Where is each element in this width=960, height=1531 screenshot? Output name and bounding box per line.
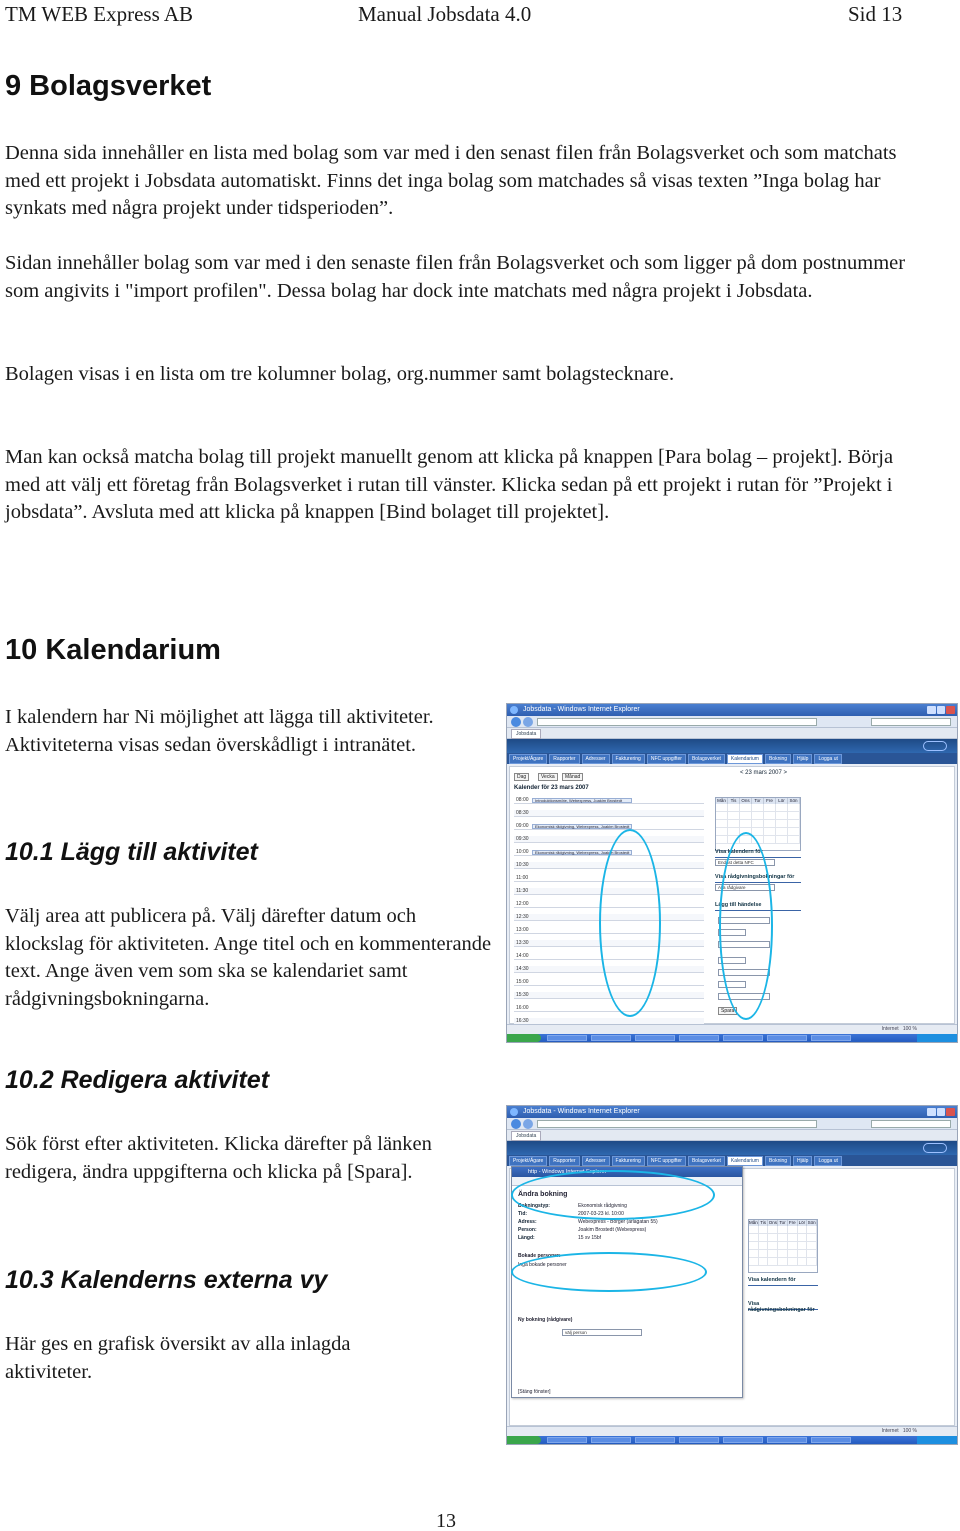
day-cell <box>764 828 776 836</box>
header-company: TM WEB Express AB <box>5 2 194 26</box>
visa-kalender-heading: Visa kalendern för <box>748 1277 818 1286</box>
day-cell <box>798 1258 808 1266</box>
site-nav-item: Bokning <box>765 1156 791 1166</box>
day-cell <box>788 804 800 812</box>
day-cell <box>798 1234 808 1242</box>
booking-field <box>518 1227 647 1233</box>
taskbar-item <box>591 1035 631 1041</box>
ie-logo-icon <box>510 1108 518 1116</box>
calendar-screenshot <box>506 703 958 1043</box>
site-banner <box>507 1141 957 1155</box>
forward-icon <box>523 717 533 727</box>
booking-field-label: Adress: <box>518 1219 537 1225</box>
section-9-paragraph-1: Denna sida innehåller en lista med bolag som var med i den senast filen från Bolagsverket och som matchats med ett projekt i Jobsdata automatiskt. Finns det inga bolag som matchades så visas texten ”Inga bolag har synkats med några projekt under tidsperioden”. <box>5 142 897 219</box>
time-row <box>514 797 704 804</box>
day-cell <box>764 812 776 820</box>
time-label: 14:30 <box>516 966 529 972</box>
taskbar-item <box>723 1035 763 1041</box>
start-button <box>507 1436 541 1444</box>
weekday-label: Mån <box>749 1220 758 1225</box>
browser-title-bar <box>507 1106 957 1118</box>
dialog-title-bar: http - Windows Internet Explorer <box>512 1167 742 1177</box>
day-cell <box>788 820 800 828</box>
site-nav-item: Fakturering <box>612 1156 645 1166</box>
visa-kalender-select: Endast detta NFC <box>715 859 775 866</box>
taskbar-item <box>767 1035 807 1041</box>
day-cell <box>788 1234 798 1242</box>
day-cell <box>749 1226 759 1234</box>
booking-field-value: Webexpress - Borger (arlagatan 55) <box>578 1219 658 1225</box>
time-label: 13:00 <box>516 927 529 933</box>
site-nav-item: Fakturering <box>612 754 645 764</box>
day-cell <box>740 804 752 812</box>
taskbar-clock <box>917 1436 957 1444</box>
weekday-label: Tor <box>752 798 764 804</box>
mini-calendar-week <box>716 820 800 828</box>
time-label: 16:30 <box>516 1018 529 1024</box>
booking-field-value: Joakim Brostedt (Webexpress) <box>578 1227 647 1233</box>
weekday-label: Ons <box>740 798 752 804</box>
mini-calendar-week <box>749 1226 817 1234</box>
day-cell <box>740 820 752 828</box>
site-nav-item: Hjälp <box>793 754 812 764</box>
time-label: 08:30 <box>516 810 529 816</box>
taskbar-item <box>635 1035 675 1041</box>
view-button: Månad <box>562 773 583 781</box>
taskbar-item <box>591 1437 631 1443</box>
day-cell <box>798 1226 808 1234</box>
time-label: 09:00 <box>516 823 529 829</box>
mini-calendar-week <box>749 1242 817 1250</box>
window-controls <box>927 706 955 714</box>
taskbar-item <box>767 1437 807 1443</box>
taskbar-item <box>679 1035 719 1041</box>
select-person: välj person <box>562 1329 642 1336</box>
site-nav-item: Projekt/Ägare <box>509 1156 547 1166</box>
day-cell <box>778 1234 788 1242</box>
calendar-title: Kalender för 23 mars 2007 <box>514 785 589 791</box>
time-label: 11:30 <box>516 888 529 894</box>
search-field <box>871 718 951 726</box>
status-bar <box>507 1024 957 1034</box>
booking-field <box>518 1211 624 1217</box>
browser-tab: Jobsdata <box>511 1131 541 1141</box>
back-icon <box>511 717 521 727</box>
section-10-2-text-line-b: redigera, ändra uppgifterna och klicka på [Spara]. <box>5 1160 413 1183</box>
day-cell <box>716 804 728 812</box>
highlight-oval-form <box>719 832 773 1020</box>
calendar-event: Introduktionsmöte, Webexpress, Joakim Brostedt <box>532 798 632 803</box>
booking-field-value: 2007-03-23 kl. 10:00 <box>578 1211 624 1217</box>
day-cell <box>807 1226 817 1234</box>
section-10-1-text: Välj area att publicera på. Välj därefter datum och klockslag för aktiviteten. Ange titel och en kommenterande text. Ange även vem som ska se kalendariet samt rådgivningsbokningarna. <box>5 905 492 1010</box>
booking-field-label: Tid: <box>518 1211 528 1217</box>
day-cell <box>749 1258 759 1266</box>
weekday-label: Mån <box>716 798 728 804</box>
day-cell <box>728 812 740 820</box>
day-cell <box>788 836 800 844</box>
section-9-title: 9 Bolagsverket <box>5 70 212 102</box>
day-cell <box>776 820 788 828</box>
site-nav-item: Rapporter <box>549 754 579 764</box>
day-cell <box>740 812 752 820</box>
day-cell <box>759 1258 769 1266</box>
header-page: Sid 13 <box>848 2 903 26</box>
ie-logo-icon <box>510 706 518 714</box>
day-cell <box>776 828 788 836</box>
day-cell <box>788 812 800 820</box>
weekday-label: Fre <box>788 1220 796 1225</box>
day-cell <box>807 1250 817 1258</box>
day-cell <box>778 1258 788 1266</box>
page-number: 13 <box>436 1510 456 1531</box>
taskbar-item <box>547 1035 587 1041</box>
time-label: 14:00 <box>516 953 529 959</box>
day-cell <box>752 820 764 828</box>
highlight-oval-events <box>599 829 661 1017</box>
weekday-label: Tis <box>759 1220 769 1226</box>
site-nav-item: Logga ut <box>814 1156 841 1166</box>
visa-radgivning-select: Alla rådgivare <box>715 884 775 891</box>
calendar-event: Ekonomisk rådgivning, Webexpress, Joakim Brostedt <box>532 850 632 855</box>
none-booked-text: Inga bokade personer <box>518 1262 567 1268</box>
month-nav: < 23 mars 2007 > <box>740 770 788 776</box>
weekday-label: Tis <box>728 798 740 804</box>
browser-title-bar <box>507 704 957 716</box>
section-10-intro: I kalendern har Ni möjlighet att lägga till aktiviteter. Aktiviteterna visas sedan överskådligt i intranätet. <box>5 706 434 756</box>
site-nav-item: Adresser <box>582 1156 610 1166</box>
day-cell <box>778 1250 788 1258</box>
section-10-1-title: 10.1 Lägg till aktivitet <box>5 838 258 866</box>
time-label: 09:30 <box>516 836 529 842</box>
taskbar <box>507 1034 957 1042</box>
site-nav-item: NFC uppgifter <box>647 754 686 764</box>
window-controls <box>927 1108 955 1116</box>
status-zone: Internet 100 % <box>881 1026 917 1032</box>
search-field <box>871 1120 951 1128</box>
time-label: 15:30 <box>516 992 529 998</box>
site-nav <box>507 753 957 764</box>
weekday-label: Ons <box>768 1220 777 1225</box>
day-cell <box>768 1226 778 1234</box>
site-logo <box>923 741 947 751</box>
taskbar <box>507 1436 957 1444</box>
taskbar-item <box>679 1437 719 1443</box>
day-cell <box>768 1250 778 1258</box>
booking-field <box>518 1235 602 1241</box>
day-cell <box>716 828 728 836</box>
url-field <box>537 718 817 726</box>
close-window-link: [Stäng fönster] <box>518 1389 551 1395</box>
site-nav-item: Adresser <box>582 754 610 764</box>
mini-calendar-week <box>716 812 800 820</box>
time-row <box>514 810 704 817</box>
view-button: Dag <box>514 773 529 781</box>
back-icon <box>511 1119 521 1129</box>
site-nav-item: Kalendarium <box>727 754 763 764</box>
day-cell <box>716 812 728 820</box>
site-nav-item: Kalendarium <box>727 1156 763 1166</box>
day-cell <box>788 1242 798 1250</box>
booking-field-label: Bokningstyp: <box>518 1203 550 1209</box>
section-10-2-title: 10.2 Redigera aktivitet <box>5 1066 270 1094</box>
browser-window-title: Jobsdata - Windows Internet Explorer <box>523 1108 640 1115</box>
weekday-label: Sön <box>807 1220 816 1225</box>
mini-calendar-week <box>749 1234 817 1242</box>
new-booking-label: Ny bokning (rådgivare) <box>518 1317 573 1323</box>
edit-booking-screenshot <box>506 1105 958 1445</box>
time-label: 11:00 <box>516 875 529 881</box>
day-cell <box>759 1242 769 1250</box>
taskbar-clock <box>917 1034 957 1042</box>
section-10-2-text <box>5 1131 495 1186</box>
weekday-label: Lör <box>798 1220 808 1226</box>
visa-radgivning-heading: Visa rådgivningsbokningar för <box>748 1301 818 1310</box>
time-label: 13:30 <box>516 940 529 946</box>
time-row <box>514 823 704 830</box>
site-nav-item: Hjälp <box>793 1156 812 1166</box>
day-cell <box>807 1242 817 1250</box>
site-banner <box>507 739 957 753</box>
status-bar <box>507 1426 957 1436</box>
mini-calendar-week <box>749 1258 817 1266</box>
weekday-label: Tor <box>778 1220 788 1226</box>
day-cell <box>752 812 764 820</box>
site-nav-item: NFC uppgifter <box>647 1156 686 1166</box>
day-cell <box>788 1258 798 1266</box>
day-cell <box>749 1250 759 1258</box>
booking-field-value: 15 sv 15bf <box>578 1235 602 1241</box>
section-10-3-text: Här ges en grafisk översikt av alla inlagda aktiviteter. <box>5 1333 351 1383</box>
lagg-till-heading: Lägg till händelse <box>715 902 801 911</box>
forward-icon <box>523 1119 533 1129</box>
taskbar-item <box>811 1035 851 1041</box>
site-nav-item: Bolagsverket <box>688 754 725 764</box>
calendar-event: Ekonomisk rådgivning, Webexpress, Joakim Brostedt <box>532 824 632 829</box>
highlight-oval-new-booking <box>511 1252 707 1292</box>
time-label: 16:00 <box>516 1005 529 1011</box>
taskbar-item <box>635 1437 675 1443</box>
time-row <box>514 836 704 843</box>
dialog-heading: Ändra bokning <box>518 1191 568 1198</box>
day-cell <box>752 828 764 836</box>
booking-field <box>518 1219 658 1225</box>
day-cell <box>716 820 728 828</box>
mini-calendar-week <box>749 1250 817 1258</box>
save-button: Spara <box>718 1007 737 1015</box>
day-cell <box>759 1226 769 1234</box>
section-9-paragraph-3: Bolagen visas i en lista om tre kolumner bolag, org.nummer samt bolagstecknare. <box>5 363 675 385</box>
mini-calendar-week <box>716 804 800 812</box>
time-label: 10:00 <box>516 849 529 855</box>
booking-field-label: Person: <box>518 1227 537 1233</box>
taskbar-item <box>547 1437 587 1443</box>
time-label: 10:30 <box>516 862 529 868</box>
browser-tab: Jobsdata <box>511 729 541 739</box>
booking-field-value: Ekonomisk rådgivning <box>578 1203 627 1209</box>
day-cell <box>807 1258 817 1266</box>
section-10-3-title: 10.3 Kalenderns externa vy <box>5 1266 328 1294</box>
browser-tabs <box>507 728 957 739</box>
day-cell <box>776 836 788 844</box>
day-cell <box>768 1242 778 1250</box>
browser-window-title: Jobsdata - Windows Internet Explorer <box>523 706 640 713</box>
address-bar <box>507 716 957 728</box>
header-manual-title: Manual Jobsdata 4.0 <box>358 2 532 26</box>
section-10-title: 10 Kalendarium <box>5 634 221 666</box>
taskbar-item <box>811 1437 851 1443</box>
mini-calendar-week <box>716 828 800 836</box>
status-zone: Internet 100 % <box>881 1428 917 1434</box>
booking-field-label: Längd: <box>518 1235 535 1241</box>
mini-calendar <box>748 1219 818 1273</box>
time-label: 12:00 <box>516 901 529 907</box>
day-cell <box>778 1226 788 1234</box>
day-cell <box>778 1242 788 1250</box>
day-cell <box>749 1242 759 1250</box>
day-cell <box>798 1250 808 1258</box>
booked-people-label: Bokade personer: <box>518 1253 561 1259</box>
day-cell <box>749 1234 759 1242</box>
weekday-label: Lör <box>776 798 788 804</box>
time-label: 12:30 <box>516 914 529 920</box>
section-10-2-text-line-a: Sök först efter aktiviteten. Klicka därefter på länken <box>5 1133 432 1155</box>
address-bar <box>507 1118 957 1130</box>
day-cell <box>752 804 764 812</box>
section-9-paragraph-4: Man kan också matcha bolag till projekt manuellt genom att klicka på knappen [Para bolag – projekt]. Börja med att välj ett företag från Bolagsverket i rutan till vänster. Klicka sedan på ett projekt i rutan för ”Projekt i jobsdata”. Avsluta med att klicka på knappen [Bind bolaget till projektet]. <box>5 446 894 523</box>
day-cell <box>788 1226 798 1234</box>
site-nav-item: Rapporter <box>549 1156 579 1166</box>
site-nav-item: Logga ut <box>814 754 841 764</box>
day-cell <box>788 828 800 836</box>
site-nav-item: Bolagsverket <box>688 1156 725 1166</box>
day-cell <box>764 804 776 812</box>
day-cell <box>798 1242 808 1250</box>
day-cell <box>807 1234 817 1242</box>
site-nav-item: Projekt/Ägare <box>509 754 547 764</box>
site-logo <box>923 1143 947 1153</box>
start-button <box>507 1034 541 1042</box>
day-cell <box>728 804 740 812</box>
weekday-label: Sön <box>788 798 800 804</box>
view-button: Vecka <box>538 773 558 781</box>
day-cell <box>716 836 728 844</box>
day-cell <box>768 1258 778 1266</box>
visa-radgivning-heading: Visa rådgivningsbokningar för <box>715 874 801 883</box>
section-9-paragraph-2: Sidan innehåller bolag som var med i den senaste filen från Bolagsverket och som ligger på dom postnummer som angivits i "import profilen". Dessa bolag har dock inte matchats med några projekt i Jobsdata. <box>5 252 906 302</box>
day-cell <box>768 1234 778 1242</box>
time-label: 08:00 <box>516 797 529 803</box>
visa-kalender-heading: Visa kalendern för <box>715 849 801 858</box>
day-cell <box>788 1250 798 1258</box>
day-cell <box>764 836 776 844</box>
day-cell <box>764 820 776 828</box>
site-nav <box>507 1155 957 1166</box>
taskbar-item <box>723 1437 763 1443</box>
browser-tabs <box>507 1130 957 1141</box>
day-cell <box>728 820 740 828</box>
weekday-label: Fre <box>764 798 776 804</box>
day-cell <box>759 1250 769 1258</box>
highlight-oval-booking-info <box>511 1170 715 1220</box>
time-row <box>514 1005 704 1012</box>
day-cell <box>776 804 788 812</box>
day-cell <box>776 812 788 820</box>
day-cell <box>759 1234 769 1242</box>
time-label: 15:00 <box>516 979 529 985</box>
url-field <box>537 1120 817 1128</box>
site-nav-item: Bokning <box>765 754 791 764</box>
